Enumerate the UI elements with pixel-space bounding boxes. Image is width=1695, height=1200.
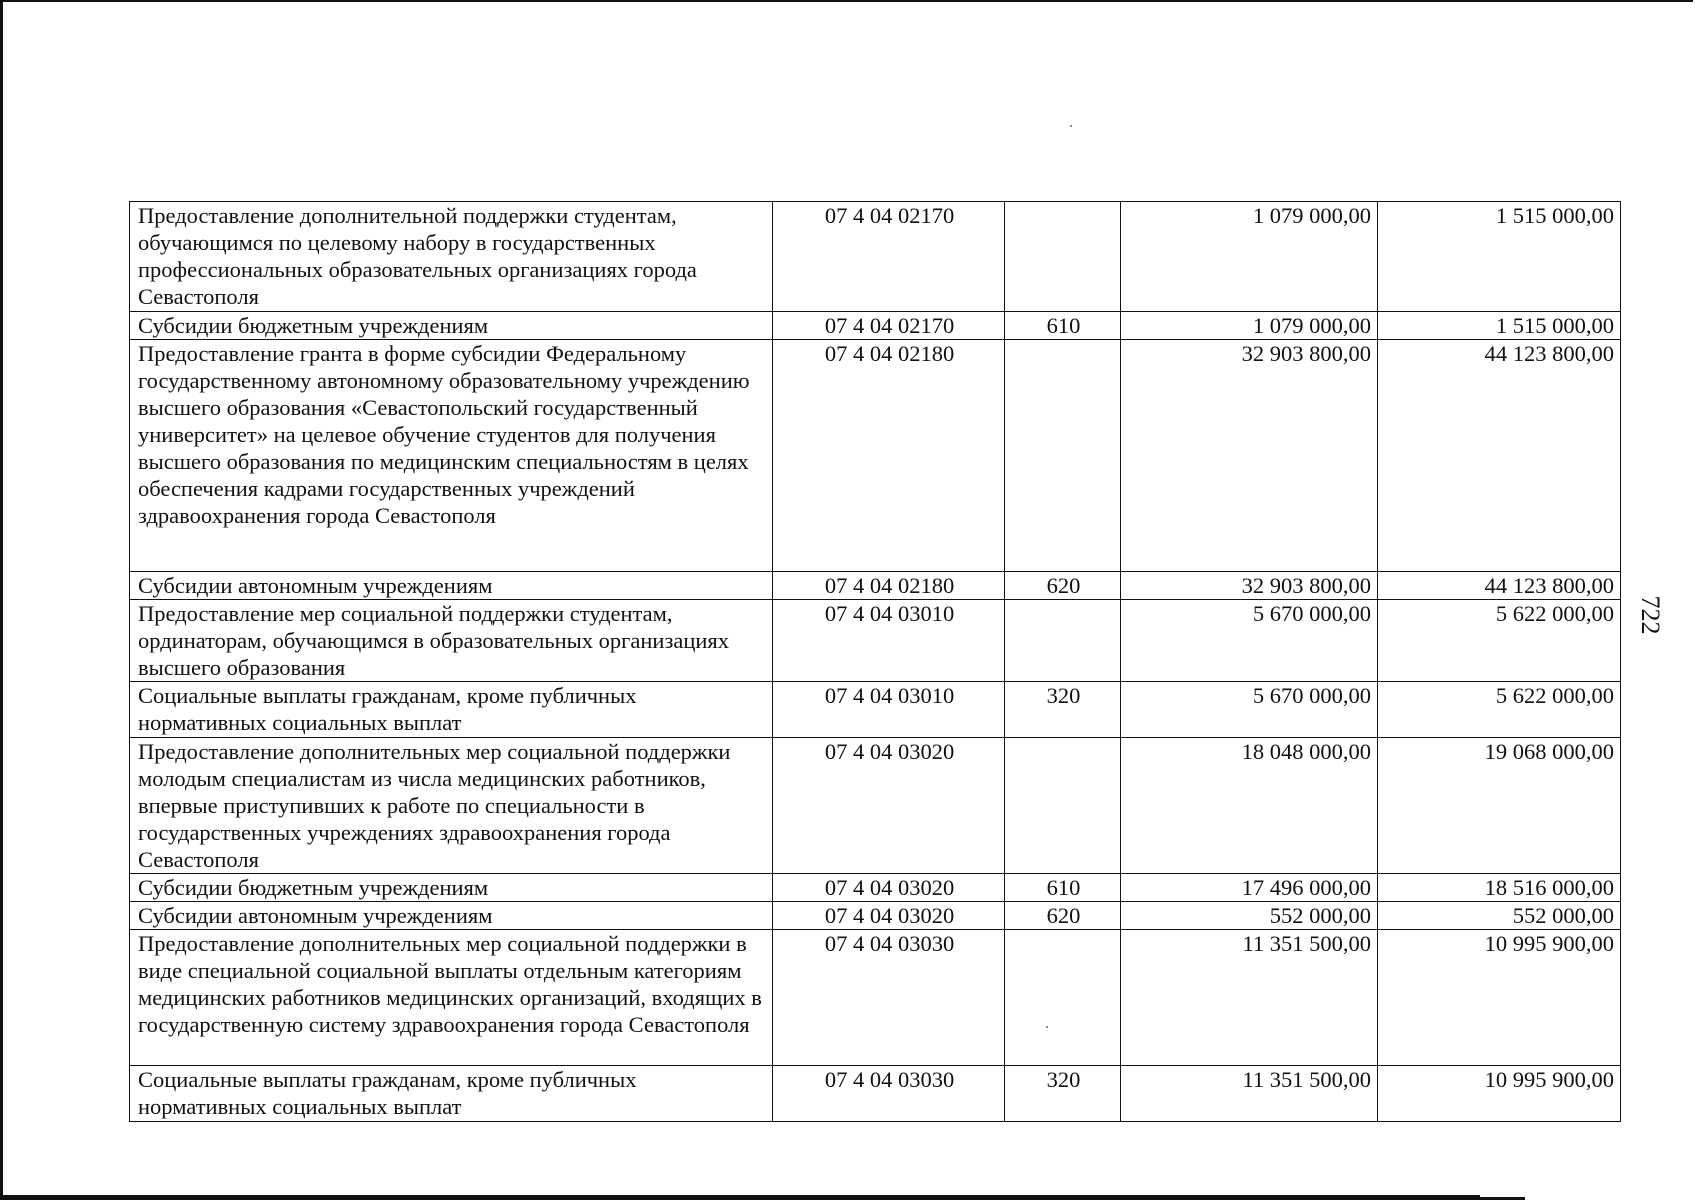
row-code-cell: 07 4 04 02170	[773, 312, 1005, 340]
scan-speck	[1070, 125, 1072, 127]
row-name-cell: Социальные выплаты гражданам, кроме публичных нормативных социальных выплат	[130, 682, 773, 738]
scan-border-bottom	[0, 1195, 1480, 1200]
table-row	[130, 738, 1621, 874]
row-name-cell: Предоставление дополнительных мер социальной поддержки молодым специалистам из числа медицинских работников, впервые приступивших к работе по специальности в государственных учреждениях здравоохранения города Севастополя	[130, 738, 773, 874]
row-expense-type-cell: 620	[1005, 572, 1121, 600]
row-expense-type-cell: 610	[1005, 874, 1121, 902]
row-amount-year2-cell: 1 515 000,00	[1378, 312, 1621, 340]
table-row	[130, 1066, 1621, 1122]
row-amount-year2-cell: 5 622 000,00	[1378, 682, 1621, 738]
page-number: 722	[1636, 595, 1665, 635]
row-code-cell: 07 4 04 03010	[773, 600, 1005, 682]
row-amount-year1-cell: 5 670 000,00	[1121, 600, 1378, 682]
row-name-cell: Субсидии автономным учреждениям	[130, 572, 773, 600]
row-expense-type-cell	[1005, 738, 1121, 874]
row-code-cell: 07 4 04 03010	[773, 682, 1005, 738]
row-amount-year1-cell: 11 351 500,00	[1121, 930, 1378, 1066]
row-code-cell: 07 4 04 02180	[773, 340, 1005, 572]
table-row	[130, 600, 1621, 682]
row-amount-year2-cell: 5 622 000,00	[1378, 600, 1621, 682]
row-expense-type-cell	[1005, 340, 1121, 572]
table-row	[130, 572, 1621, 600]
row-expense-type-cell: 610	[1005, 312, 1121, 340]
row-expense-type-cell	[1005, 600, 1121, 682]
row-expense-type-cell	[1005, 202, 1121, 312]
row-name-cell: Предоставление дополнительных мер социальной поддержки в виде специальной социальной выплаты отдельным категориям медицинских работников медицинских организаций, входящих в государственную систему здравоохранения города Севастополя	[130, 930, 773, 1066]
table-row	[130, 682, 1621, 738]
row-expense-type-cell	[1005, 930, 1121, 1066]
table-row	[130, 202, 1621, 312]
row-code-cell: 07 4 04 03020	[773, 738, 1005, 874]
row-amount-year1-cell: 1 079 000,00	[1121, 202, 1378, 312]
row-amount-year1-cell: 17 496 000,00	[1121, 874, 1378, 902]
row-name-cell: Социальные выплаты гражданам, кроме публичных нормативных социальных выплат	[130, 1066, 773, 1122]
row-expense-type-cell: 620	[1005, 902, 1121, 930]
row-name-cell: Субсидии автономным учреждениям	[130, 902, 773, 930]
row-code-cell: 07 4 04 03030	[773, 930, 1005, 1066]
row-code-cell: 07 4 04 03020	[773, 902, 1005, 930]
row-code-cell: 07 4 04 03030	[773, 1066, 1005, 1122]
row-amount-year1-cell: 32 903 800,00	[1121, 572, 1378, 600]
row-amount-year2-cell: 44 123 800,00	[1378, 340, 1621, 572]
table-row	[130, 874, 1621, 902]
row-amount-year2-cell: 1 515 000,00	[1378, 202, 1621, 312]
row-expense-type-cell: 320	[1005, 682, 1121, 738]
budget-table-body	[130, 202, 1621, 1122]
row-expense-type-cell: 320	[1005, 1066, 1121, 1122]
row-code-cell: 07 4 04 02180	[773, 572, 1005, 600]
row-amount-year2-cell: 44 123 800,00	[1378, 572, 1621, 600]
row-name-cell: Предоставление гранта в форме субсидии Федеральному государственному автономному образовательному учреждению высшего образования «Севастопольский государственный университет» на целевое обучение студентов для получения высшего образования по медицинским специальностям в целях обеспечения кадрами государственных учреждений здравоохранения города Севастополя	[130, 340, 773, 572]
table-row	[130, 930, 1621, 1066]
table-row	[130, 902, 1621, 930]
row-amount-year2-cell: 10 995 900,00	[1378, 1066, 1621, 1122]
row-amount-year2-cell: 19 068 000,00	[1378, 738, 1621, 874]
row-amount-year2-cell: 10 995 900,00	[1378, 930, 1621, 1066]
row-name-cell: Предоставление дополнительной поддержки студентам, обучающимся по целевому набору в государственных профессиональных образовательных организациях города Севастополя	[130, 202, 773, 312]
row-amount-year1-cell: 18 048 000,00	[1121, 738, 1378, 874]
table-row	[130, 312, 1621, 340]
budget-table	[129, 201, 1621, 1122]
row-amount-year1-cell: 1 079 000,00	[1121, 312, 1378, 340]
row-name-cell: Субсидии бюджетным учреждениям	[130, 312, 773, 340]
row-name-cell: Субсидии бюджетным учреждениям	[130, 874, 773, 902]
row-amount-year1-cell: 5 670 000,00	[1121, 682, 1378, 738]
row-amount-year2-cell: 552 000,00	[1378, 902, 1621, 930]
table-row	[130, 340, 1621, 572]
row-code-cell: 07 4 04 03020	[773, 874, 1005, 902]
row-name-cell: Предоставление мер социальной поддержки студентам, ординаторам, обучающимся в образовательных организациях высшего образования	[130, 600, 773, 682]
row-amount-year1-cell: 32 903 800,00	[1121, 340, 1378, 572]
row-code-cell: 07 4 04 02170	[773, 202, 1005, 312]
row-amount-year1-cell: 11 351 500,00	[1121, 1066, 1378, 1122]
row-amount-year2-cell: 18 516 000,00	[1378, 874, 1621, 902]
row-amount-year1-cell: 552 000,00	[1121, 902, 1378, 930]
